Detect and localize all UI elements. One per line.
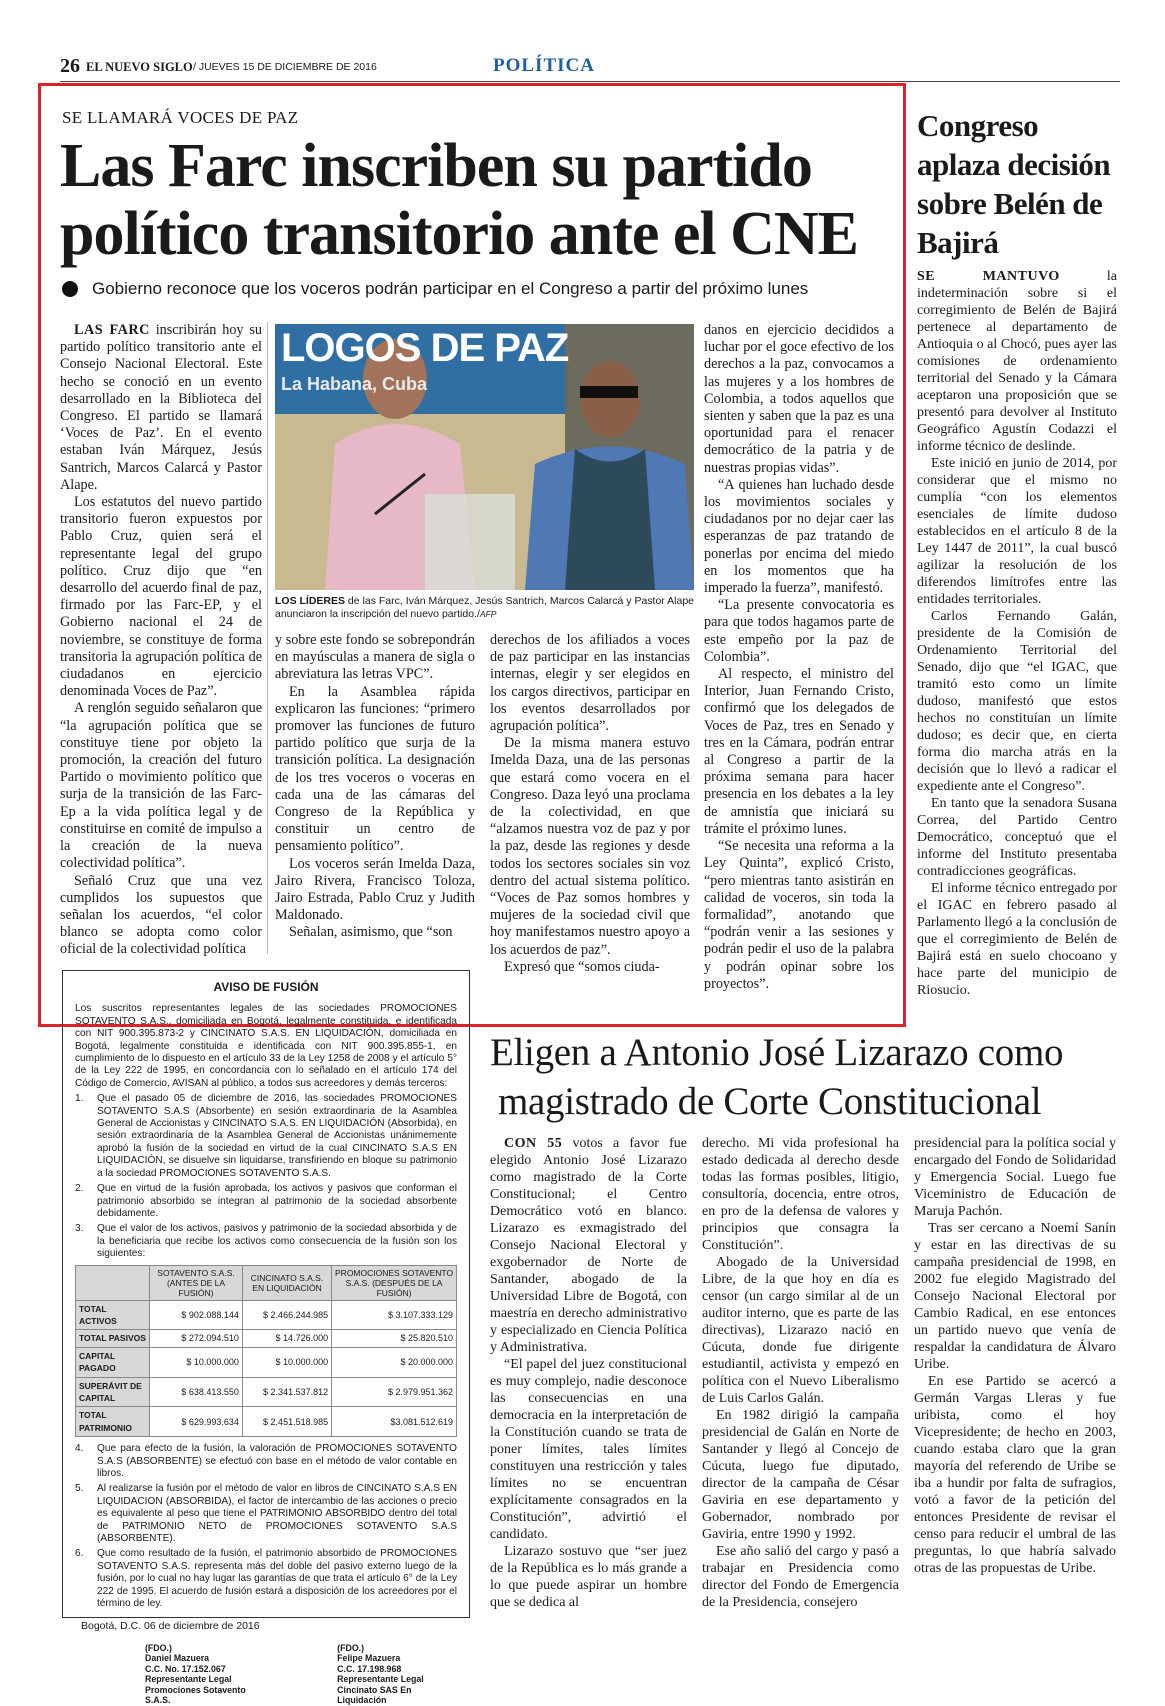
paragraph: Los estatutos del nuevo partido transitorio fueron expuestos por Pablo Cruz, quien será el representante legal del grupo político. Cruz dijo que “en desarrollo del acuerdo final de paz, firmado por las Farc-EP, y el Gobierno nacional el 24 de noviembre, se constituye de forma transitoria la agrupación política de ciudadanos en ejercicio denominada Voces de Paz”. [60, 494, 262, 700]
photo-banner-text: LOGOS DE PAZ [281, 326, 569, 370]
table-cell: TOTAL ACTIVOS [76, 1300, 150, 1330]
paragraph-text: la indeterminación sobre si el corregimiento de Belén de Bajirá pertenece al departamento de Antioquia o al Chocó, pues ayer las comisiones de ordenamiento territorial del Senado y la Cámara aceptaron una proposición que se presentó para devolver al Instituto Geográfico Agustín Codazzi el informe técnico de deslinde. [917, 269, 1117, 454]
paragraph: Carlos Fernando Galán, presidente de la Comisión de Ordenamiento Territorial del Senado, dijo que “el IGAC, que tramitó esto como un límite dudoso, manifestó que estos hechos no constituían un límite dudoso; es decir que, en cierta forma dio marcha atrás en la decisión que lo llevó a radicar el expediente ante el Congreso”. [917, 609, 1117, 794]
photo-leaders [275, 324, 694, 590]
lead-in: LAS FARC [74, 322, 150, 338]
lead-in: SE MANTUVO [917, 269, 1060, 284]
paragraph: Los voceros serán Imelda Daza, Jairo Rivera, Francisco Toloza, Jairo Estrada, Pablo Cruz y Judith Maldonado. [275, 855, 475, 924]
paragraph: Abogado de la Universidad Libre, de la que hoy en día es censor (un cargo similar al de un auditor interno, que es parte de las directivas), Lizarazo nació en Cúcuta, donde fue dirigente estudiantil, activista y empezó en política con el Nuevo Liberalismo de Luis Carlos Galán. [702, 1255, 899, 1406]
table-row [76, 1377, 457, 1407]
table-row [76, 1347, 457, 1377]
table-cell: $ 3.107.333.129 [332, 1300, 457, 1330]
paragraph-text: votos a favor fue elegido Antonio José Lizarazo como magistrado de la Corte Constitucional; el Centro Democrático votó en blanco. Lizarazo es exmagistrado del Consejo Nacional Electoral y exgobernador de Norte de Santander, abogado de la Universidad Libre de Bogotá, con maestría en derecho administrativo y especializado en Ciencia Política y Administrativa. [490, 1136, 687, 1355]
issue-date: / JUEVES 15 DE DICIEMBRE DE 2016 [193, 61, 377, 73]
table-cell: $ 20.000.000 [332, 1347, 457, 1377]
paragraph: danos en ejercicio decididos a luchar por el goce efectivo de los derechos a la paz, convocamos a las mujeres y a los hombres de Colombia, a todos aquellos que sienten y saben que la paz es una oportunidad para el renacer democrático de la patria y de nuestras propias vidas”. [704, 322, 894, 476]
paragraph: y sobre este fondo se sobrepondrán en mayúsculas a manera de sigla o abreviatura las letras VPC”. [275, 632, 475, 683]
paragraph: presidencial para la política social y encargado del Fondo de Solidaridad y Emergencia Social. Luego fue Viceministro de Educación de Maruja Pachón. [914, 1136, 1116, 1219]
table-cell: $ 25.820.510 [332, 1330, 457, 1347]
signature-line: (FDO.) [145, 1642, 172, 1653]
paragraph [490, 1135, 687, 1356]
paragraph: Expresó que “somos ciuda- [504, 958, 660, 975]
column-rule [267, 322, 268, 954]
table-cell: SUPERÁVIT DE CAPITAL [76, 1377, 150, 1407]
table-row [76, 1330, 457, 1347]
signature-line: Felipe Mazuera [337, 1653, 401, 1664]
header-rule [60, 81, 1120, 82]
table-cell: $ 2.979.951.362 [332, 1377, 457, 1407]
table-cell: $ 2.466.244.985 [242, 1300, 331, 1330]
item-number: 1. [75, 1093, 84, 1105]
item-text: Que el valor de los activos, pasivos y patrimonio de la sociedad absorbida y de la beneficiaria que recibe los activos como consecuencia de la fusión son los siguientes: [97, 1223, 457, 1260]
signature-line: Representante Legal [145, 1674, 232, 1685]
caption-text: de las Farc, Iván Márquez, Jesús Santrich, Marcos Calarcá y Pastor Alape anunciaron la inscripción del nuevo partido./ [275, 595, 694, 620]
table-cell: CAPITAL PAGADO [76, 1347, 150, 1377]
table-cell: $ 638.413.550 [150, 1377, 243, 1407]
paragraph: “A quienes han luchado desde los movimientos sociales y ciudadanos por no dejar caer las esperanzas de paz tratando de ponerlas por encima del miedo en los momentos que ha imperado la fuerza”, manifestó. [704, 476, 894, 597]
notice-intro: Los suscritos representantes legales de las sociedades PROMOCIONES SOTAVENTO S.A.S., domiciliada en Bogotá, legalmente constituida, e identificada con NIT 900.395.873-2 y CINCINATO S.A.S. EN LIQUIDACIÓN, domiciliada en Bogotá, legalmente constituida e identificada con NIT 900.395.855-1, en cumplimiento de lo dispuesto en el artículo 33 de la Ley 1258 de 2008 y el artículo 5° de la Ley 222 de 1995, en concordancia con lo señalado en el artículo 174 del Código de Comercio, AVISAN al público, a todos sus acreedores y demás terceros: [75, 1003, 457, 1089]
signatures [75, 1643, 457, 1706]
photo-caption [275, 595, 694, 621]
paragraph: Al respecto, el ministro del Interior, Juan Fernando Cristo, confirmó que los delegados de Voces de Paz, tres en Senado y tres en la Cámara, podrán entrar al Congreso a partir de la próxima semana para hacer presencia en los debates a la ley de amnistía que iniciará su trámite el próximo lunes. [704, 666, 894, 837]
table-cell: $ 10.000.000 [150, 1347, 243, 1377]
table-cell: $ 2.341.537.812 [242, 1377, 331, 1407]
item-text: Que en virtud de la fusión aprobada, los activos y pasivos que conforman el patrimonio absorbido se integran al patrimonio de la sociedad absorbente debidamente. [97, 1183, 457, 1219]
paragraph: En ese Partido se acercó a Germán Vargas Lleras y fue uribista, como el hoy Vicepresidente; de hecho en 2003, cuando estaba claro que la gran mayoría del referendo de Uribe se iba a hundir por falta de sufragios, votó a favor de la petición del entonces Presidente de revisar el censo para reducir el umbral de las preguntas, lo que habría salvado otras de las propuestas de Uribe. [914, 1374, 1116, 1576]
table-cell: $ 629.993.634 [150, 1407, 243, 1437]
side-headline: Congreso aplaza decisión sobre Belén de Bajirá [917, 108, 1111, 260]
main-subhead: Gobierno reconoce que los voceros podrán participar en el Congreso a partir del próximo lunes [92, 279, 809, 298]
paragraph: Este inició en junio de 2014, por considerar que el mismo no cumplía “con los elementos esenciales de límite dudoso establecidos en el artículo 8 de la Ley 1447 de 2011”, la cual buscó agilizar la resolución de los diferendos limítrofes entre las entidades territoriales. [917, 456, 1117, 607]
notice-items [75, 1443, 457, 1610]
paragraph: “El papel del juez constitucional es muy complejo, nadie desconoce las consecuencias en una democracia en la interpretación de la Constitución cuando se trata de poner límites, tales límites constituyen una restricción y tales límites no se encuentran explícitamente consagrados en la Constitución”, advirtió el candidato. [490, 1357, 687, 1542]
table-header-cell: SOTAVENTO S.A.S. (ANTES DE LA FUSIÓN) [150, 1265, 243, 1300]
paragraph: A renglón seguido señalaron que “la agrupación política que se constituye tiene por objeto la promoción, la creación del futuro Partido o movimiento político que surja de la transición de las Farc-Ep a la vida política legal y de constituirse en comité de impulso a la creación de la nueva colectividad política”. [60, 700, 262, 872]
main-column-4 [704, 322, 894, 1012]
paragraph: “La presente convocatoria es para que todos hagamos parte de este empeño por la paz de Colombia”. [704, 597, 894, 665]
item-text: Que para efecto de la fusión, la valoración de PROMOCIONES SOTAVENTO S.A.S (ABSORBENTE) se efectuó con base en el método de valor contable en libros. [97, 1443, 457, 1479]
photo-banner-sub: La Habana, Cuba [281, 374, 428, 394]
notice-items [75, 1093, 457, 1260]
table-header-row [76, 1265, 457, 1300]
item-text: Que el pasado 05 de diciembre de 2016, las sociedades PROMOCIONES SOTAVENTO S.A.S (Absorbente) en sesión extraordinaria de la Asamblea General de Accionistas y CINCINATO S.A.S. EN LIQUIDACIÓN (Absorbida), en sesión extraordinaria de la Asamblea General de Accionistas unánimemente aprobó la fusión de la sociedad en virtud de la cual CINCINATO S.A.S EN LIQUIDACIÓN, se disuelve sin liquidarse, transfiriendo en bloque su patrimonio a la sociedad PROMOCIONES SOTAVENTO S.A.S. [97, 1093, 457, 1179]
paragraph: En la Asamblea rápida explicaron las funciones: “primero promover las funciones de futuro partido político que surja de la transición política. La designación de los tres voceros o voceras en cada una de las cámaras del Congreso de la República y constituir un centro de pensamiento político”. [275, 683, 475, 855]
signature-line: Cincinato SAS En Liquidación [337, 1684, 412, 1706]
main-headline-line-2: político transitorio ante el CNE [60, 200, 859, 268]
financial-table [75, 1265, 457, 1438]
table-header-cell: PROMOCIONES SOTAVENTO S.A.S. (DESPUÉS DE LA FUSIÓN) [332, 1265, 457, 1300]
signature-line: Daniel Mazuera [145, 1653, 210, 1664]
table-header-cell: CINCINATO S.A.S. EN LIQUIDACIÓN [242, 1265, 331, 1300]
paragraph [917, 268, 1117, 455]
signature-block [145, 1643, 267, 1706]
caption-lead: LOS LÍDERES [275, 595, 346, 607]
page-header [60, 55, 1120, 79]
paragraph: El informe técnico entregado por el IGAC en febrero pasado al Parlamento llegó a la conclusión de que el corregimiento de Belén de Bajirá está en suelo chocoano y hace parte del municipio de Riosucio. [917, 881, 1117, 998]
item-number: 2. [75, 1183, 84, 1195]
paragraph: “Se necesita una reforma a la Ley Quinta”, explicó Cristo, “pero mientras tanto asistirán en calidad de voceros, sin toda la formalidad”, anotando que “podrán venir a las sesiones y podrán pedir el uso de la palabra y podrán opinar sobre los proyectos”. [704, 838, 894, 992]
second-column-1 [490, 1135, 687, 1623]
paragraph: Tras ser cercano a Noemí Sanín y estar en las directivas de su campaña presidencial de 1998, en 2002 fue elegido Magistrado del Consejo Nacional Electoral por Cambio Radical, en ese entonces un partido nuevo que venía de respaldar la candidatura de Álvaro Uribe. [914, 1221, 1116, 1372]
notice-date: Bogotá, D.C. 06 de diciembre de 2016 [81, 1620, 260, 1633]
table-row [76, 1407, 457, 1437]
table-row [76, 1300, 457, 1330]
item-number: 4. [75, 1443, 84, 1455]
caption-credit: AFP [479, 609, 497, 619]
second-column-2 [702, 1135, 899, 1623]
item-text: Al realizarse la fusión por el método de valor en libros de CINCINATO S.A.S EN LIQUIDACION (ABSORBIDA), el factor de intercambio de las acciones o precio es equivalente al peso que tiene el PATRIMONIO ABSORBIDO dentro del total de PATRIMONIO NETO de PROMOCIONES SOTAVENTO S.A.S (ABSORBENTE). [97, 1483, 457, 1545]
table-cell: $3.081.512.619 [332, 1407, 457, 1437]
notice-item [75, 1093, 457, 1180]
lead-in: CON 55 [504, 1136, 563, 1151]
item-number: 6. [75, 1548, 84, 1560]
notice-item [75, 1443, 457, 1480]
table-cell: $ 14.726.000 [242, 1330, 331, 1347]
item-number: 3. [75, 1223, 84, 1235]
paragraph [60, 322, 262, 494]
table-cell: TOTAL PASIVOS [76, 1330, 150, 1347]
paragraph-text: inscribirán hoy su partido político transitorio ante el Consejo Nacional Electoral. Este hecho se conoció en un evento desarrollado en la Biblioteca del Congreso. El partido se llamará ‘Voces de Paz’. En el evento estaban Iván Márquez, Jesús Santrich, Marcos Calarcá y Pastor Alape. [60, 322, 262, 493]
second-headline-line-1: Eligen a Antonio José Lizarazo como [490, 1031, 1064, 1074]
item-text: Que como resultado de la fusión, el patrimonio absorbido de PROMOCIONES SOTAVENTO S.A.S. representa más del doble del pasivo externo luego de la fusión, por lo cual no hay lugar las garantías de que trata el artículo 6° de la Ley 222 de 1995. El acuerdo de fusión estará a disposición de los acreedores por el término de ley. [97, 1548, 457, 1610]
main-column-3 [490, 632, 690, 1007]
second-column-3 [914, 1135, 1116, 1623]
signature-line: (FDO.) [337, 1642, 365, 1653]
table-cell: $ 10.000.000 [242, 1347, 331, 1377]
table-cell: TOTAL PATRIMONIO [76, 1407, 150, 1437]
side-column [917, 268, 1117, 1013]
signature-line: C.C. No. 17.152.067 [145, 1663, 226, 1674]
paragraph: En 1982 dirigió la campaña presidencial de Galán en Norte de Santander y llegó al Concejo de Cúcuta, luego fue diputado, director de la campaña de César Gaviria en ese departamento y Gobernador, nombrado por Gaviria, entre 1990 y 1992. [702, 1408, 899, 1542]
paragraph: De la misma manera estuvo Imelda Daza, una de las personas que estará como vocera en el Congreso. Daza leyó una proclama de la colectividad, en que “alzamos nuestra voz de paz y por la paz, desde las regiones y desde todos los sectores sociales sin voz dentro del actual sistema político. “Voces de Paz somos hombres y mujeres de la sociedad civil que hoy manifestamos nuestro apoyo a los acuerdos de paz”. [490, 735, 690, 958]
notice-item [75, 1548, 457, 1610]
notice-title: AVISO DE FUSIÓN [213, 980, 319, 994]
paragraph: Lizarazo sostuvo que “ser juez de la República es lo más grande a lo que puede aspirar un hombre que se dedica al [490, 1544, 687, 1610]
table-header-cell [76, 1265, 150, 1300]
signature-line: Promociones Sotavento S.A.S. [145, 1684, 246, 1706]
signature-block [337, 1643, 457, 1706]
main-column-1 [60, 322, 262, 958]
table-cell: $ 272.094.510 [150, 1330, 243, 1347]
main-headline-line-1: Las Farc inscriben su partido [60, 132, 812, 200]
financial-table-wrap [75, 1265, 457, 1438]
notice-item [75, 1183, 457, 1220]
signature-line: Representante Legal [337, 1674, 424, 1685]
merger-notice [62, 970, 470, 1706]
paragraph: Señaló Cruz que una vez cumplidos los supuestos que señalan los acuerdos, “el color blanco se adopta como color oficial de la colectividad política [60, 872, 262, 958]
notice-item [75, 1483, 457, 1545]
section-title: POLÍTICA [493, 55, 595, 76]
paragraph: En tanto que la senadora Susana Correa, del Partido Centro Democrático, conceptuó que el informe del Instituto presentaba contradicciones geográficas. [917, 796, 1117, 879]
bullet-icon [62, 281, 78, 297]
signature-line: C.C. 17.198.968 [337, 1663, 402, 1674]
page-number: 26 [60, 55, 80, 77]
main-column-2 [275, 632, 475, 954]
paragraph: Ese año salió del cargo y pasó a trabajar en Presidencia como director del Fondo de Emergencia de la Presidencia, consejero [702, 1544, 899, 1610]
paragraph: Señalan, asimismo, que “son [289, 924, 453, 941]
paper-name: EL NUEVO SIGLO [86, 60, 193, 74]
item-number: 5. [75, 1483, 84, 1495]
paragraph: derechos de los afiliados a voces de paz participar en las instancias internas, elegir y ser elegidos en los cargos directivos, participar en los eventos desarrollados por agrupación política”. [490, 632, 690, 735]
notice-item [75, 1223, 457, 1260]
paragraph: derecho. Mi vida profesional ha estado dedicada al derecho desde todas las formas posibles, litigio, consultoría, docencia, entre otros, en pro de la defensa de valores y principios que consagra la Constitución”. [702, 1136, 899, 1253]
second-headline-line-2: magistrado de Corte Constitucional [498, 1080, 1042, 1123]
kicker: SE LLAMARÁ VOCES DE PAZ [62, 108, 299, 127]
table-cell: $ 2.451.518.985 [242, 1407, 331, 1437]
table-body [76, 1300, 457, 1437]
table-cell: $ 902.088.144 [150, 1300, 243, 1330]
